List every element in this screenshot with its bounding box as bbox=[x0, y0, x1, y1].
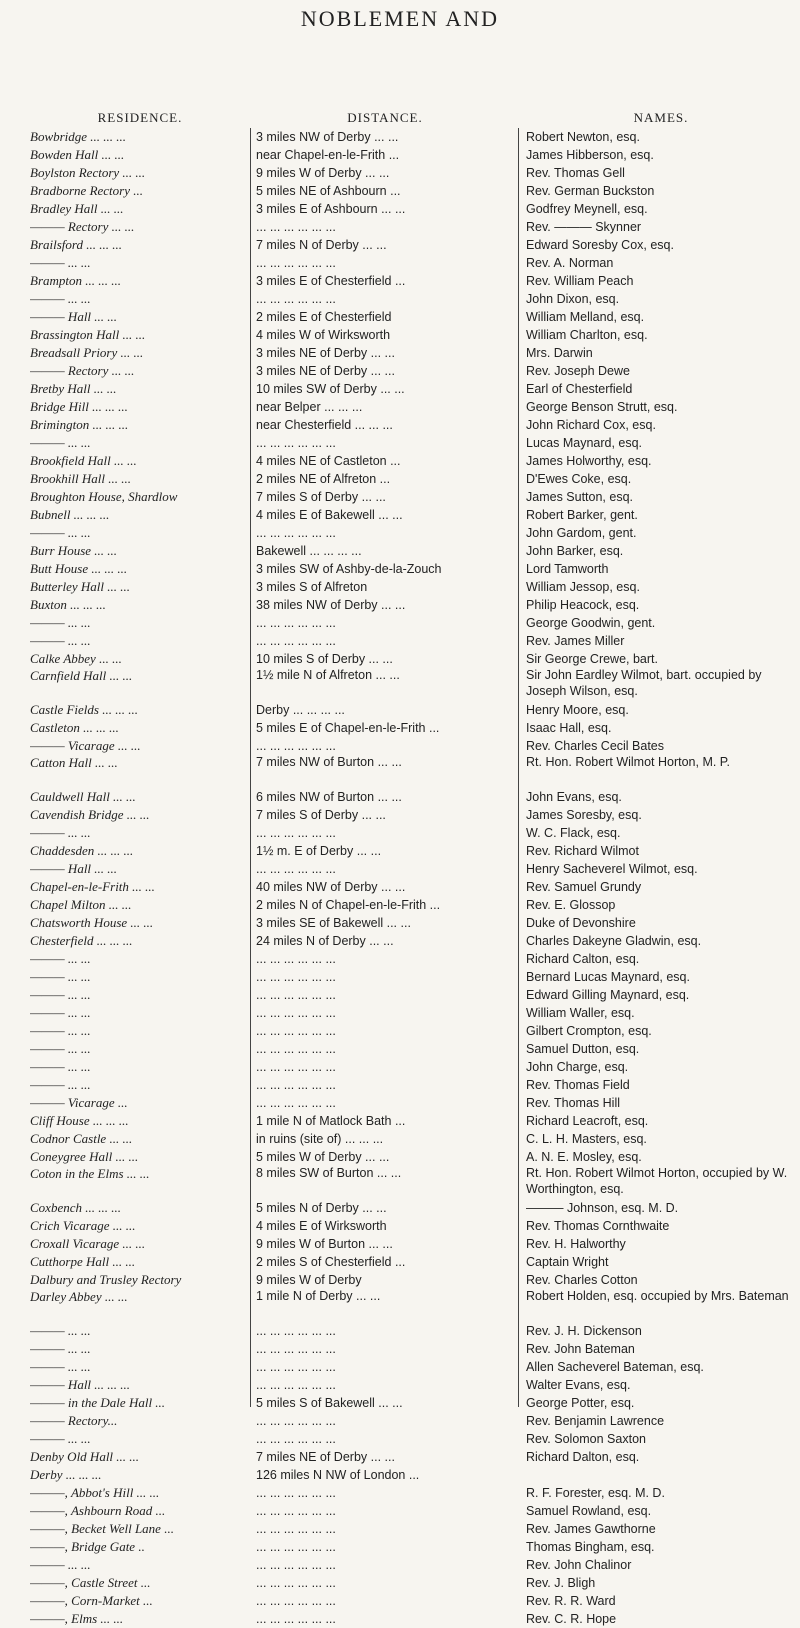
residence-cell: ——— ... ... bbox=[30, 435, 91, 450]
distance-cell: 6 miles NW of Burton ... ... bbox=[256, 790, 402, 804]
distance-cell: near Chesterfield ... ... ... bbox=[256, 418, 393, 432]
name-cell: Rt. Hon. Robert Wilmot Horton, M. P. bbox=[526, 755, 730, 769]
distance-cell: ... ... ... ... ... ... bbox=[256, 1486, 336, 1500]
residence-cell: Cauldwell Hall ... ... bbox=[30, 789, 136, 804]
distance-cell: ... ... ... ... ... ... bbox=[256, 1558, 336, 1572]
name-cell: William Jessop, esq. bbox=[526, 580, 640, 594]
residence-column bbox=[30, 108, 250, 1628]
residence-cell: ———, Abbot's Hill ... ... bbox=[30, 1485, 160, 1500]
name-cell: Duke of Devonshire bbox=[526, 916, 636, 930]
residence-cell: Brampton ... ... ... bbox=[30, 273, 121, 288]
distance-cell: 9 miles W of Derby bbox=[256, 1273, 362, 1287]
name-cell: Sir George Crewe, bart. bbox=[526, 652, 658, 666]
name-cell: Rev. James Miller bbox=[526, 634, 625, 648]
distance-cell: 9 miles W of Derby ... ... bbox=[256, 166, 390, 180]
distance-cell: in ruins (site of) ... ... ... bbox=[256, 1132, 384, 1146]
distance-cell: ... ... ... ... ... ... bbox=[256, 826, 336, 840]
distance-header: DISTANCE. bbox=[347, 110, 423, 125]
distance-cell: ... ... ... ... ... ... bbox=[256, 256, 336, 270]
residence-cell: ———, Ashbourn Road ... bbox=[30, 1503, 166, 1518]
residence-cell: ———, Elms ... ... bbox=[30, 1611, 124, 1626]
distance-column bbox=[256, 108, 514, 1628]
distance-cell: 5 miles E of Chapel-en-le-Frith ... bbox=[256, 721, 440, 735]
name-cell: Rev. Richard Wilmot bbox=[526, 844, 639, 858]
distance-cell: ... ... ... ... ... ... bbox=[256, 1504, 336, 1518]
distance-cell: 1½ mile N of Alfreton ... ... bbox=[256, 668, 400, 682]
residence-cell: ——— Vicarage ... bbox=[30, 1095, 128, 1110]
residence-cell: Bubnell ... ... ... bbox=[30, 507, 110, 522]
residence-cell: Chapel Milton ... ... bbox=[30, 897, 132, 912]
name-cell: William Charlton, esq. bbox=[526, 328, 648, 342]
distance-cell: ... ... ... ... ... ... bbox=[256, 1594, 336, 1608]
residence-cell: Bowden Hall ... ... bbox=[30, 147, 125, 162]
distance-cell: 7 miles S of Derby ... ... bbox=[256, 490, 386, 504]
distance-cell: 7 miles NE of Derby ... ... bbox=[256, 1450, 395, 1464]
name-cell: Allen Sacheverel Bateman, esq. bbox=[526, 1360, 704, 1374]
name-cell: Philip Heacock, esq. bbox=[526, 598, 640, 612]
names-column bbox=[526, 108, 796, 1628]
residence-cell: Cliff House ... ... ... bbox=[30, 1113, 129, 1128]
name-cell: Robert Holden, esq. occupied by Mrs. Bateman bbox=[526, 1289, 789, 1303]
column-divider bbox=[250, 128, 251, 1407]
distance-cell: ... ... ... ... ... ... bbox=[256, 1378, 336, 1392]
distance-cell: ... ... ... ... ... ... bbox=[256, 526, 336, 540]
name-cell: W. C. Flack, esq. bbox=[526, 826, 621, 840]
name-cell bbox=[526, 1466, 796, 1484]
distance-cell: 1 mile N of Derby ... ... bbox=[256, 1289, 381, 1303]
distance-cell: 4 miles W of Wirksworth bbox=[256, 328, 391, 342]
distance-cell: ... ... ... ... ... ... bbox=[256, 1612, 336, 1626]
name-cell: Rev. Charles Cotton bbox=[526, 1273, 638, 1287]
distance-cell: ... ... ... ... ... ... bbox=[256, 970, 336, 984]
distance-cell: ... ... ... ... ... ... bbox=[256, 1540, 336, 1554]
name-cell: Captain Wright bbox=[526, 1255, 609, 1269]
residence-cell: Butterley Hall ... ... bbox=[30, 579, 131, 594]
distance-cell: 3 miles SW of Ashby-de-la-Zouch bbox=[256, 562, 442, 576]
distance-cell: ... ... ... ... ... ... bbox=[256, 1342, 336, 1356]
distance-cell: ... ... ... ... ... ... bbox=[256, 1522, 336, 1536]
distance-cell: 1½ m. E of Derby ... ... bbox=[256, 844, 382, 858]
column-divider bbox=[518, 128, 519, 1407]
name-cell: Rev. J. H. Dickenson bbox=[526, 1324, 642, 1338]
name-cell: Rev. John Chalinor bbox=[526, 1558, 632, 1572]
residence-cell: ——— ... ... bbox=[30, 987, 91, 1002]
name-cell: Rev. Benjamin Lawrence bbox=[526, 1414, 665, 1428]
name-cell: Rev. Thomas Gell bbox=[526, 166, 625, 180]
distance-cell: 3 miles E of Ashbourn ... ... bbox=[256, 202, 406, 216]
name-cell: Rev. German Buckston bbox=[526, 184, 655, 198]
name-cell: Rev. J. Bligh bbox=[526, 1576, 596, 1590]
name-cell: D'Ewes Coke, esq. bbox=[526, 472, 632, 486]
distance-cell: ... ... ... ... ... ... bbox=[256, 292, 336, 306]
residence-cell: ——— Rectory ... ... bbox=[30, 363, 135, 378]
name-cell: Rev. Thomas Field bbox=[526, 1078, 630, 1092]
residence-cell: Crich Vicarage ... ... bbox=[30, 1218, 136, 1233]
distance-cell: 3 miles S of Alfreton bbox=[256, 580, 368, 594]
residence-cell: Breadsall Priory ... ... bbox=[30, 345, 144, 360]
name-cell: John Gardom, gent. bbox=[526, 526, 637, 540]
residence-cell: ——— ... ... bbox=[30, 969, 91, 984]
name-cell: James Holworthy, esq. bbox=[526, 454, 652, 468]
distance-cell: ... ... ... ... ... ... bbox=[256, 1078, 336, 1092]
distance-cell: 2 miles NE of Alfreton ... bbox=[256, 472, 391, 486]
distance-cell: 5 miles S of Bakewell ... ... bbox=[256, 1396, 403, 1410]
residence-cell: Castle Fields ... ... ... bbox=[30, 702, 138, 717]
distance-cell: ... ... ... ... ... ... bbox=[256, 1006, 336, 1020]
residence-cell: ——— ... ... bbox=[30, 825, 91, 840]
name-cell: John Charge, esq. bbox=[526, 1060, 629, 1074]
name-cell: Richard Leacroft, esq. bbox=[526, 1114, 649, 1128]
distance-cell: 5 miles N of Derby ... ... bbox=[256, 1201, 387, 1215]
name-cell: James Sutton, esq. bbox=[526, 490, 634, 504]
distance-cell: Bakewell ... ... ... ... bbox=[256, 544, 362, 558]
distance-cell: 10 miles S of Derby ... ... bbox=[256, 652, 393, 666]
distance-cell: ... ... ... ... ... ... bbox=[256, 1096, 336, 1110]
name-cell: James Soresby, esq. bbox=[526, 808, 642, 822]
residence-cell: ——— ... ... bbox=[30, 615, 91, 630]
residence-cell: Cutthorpe Hall ... ... bbox=[30, 1254, 136, 1269]
distance-cell: 2 miles N of Chapel-en-le-Frith ... bbox=[256, 898, 441, 912]
residence-cell: Chaddesden ... ... ... bbox=[30, 843, 134, 858]
distance-cell: ... ... ... ... ... ... bbox=[256, 952, 336, 966]
residence-cell: Bradborne Rectory ... bbox=[30, 183, 144, 198]
name-cell: Rt. Hon. Robert Wilmot Horton, occupied by W. Worthington, esq. bbox=[526, 1166, 788, 1196]
name-cell: Rev. R. R. Ward bbox=[526, 1594, 616, 1608]
name-cell: Henry Moore, esq. bbox=[526, 703, 629, 717]
residence-cell: Bowbridge ... ... ... bbox=[30, 129, 127, 144]
residence-cell: Bretby Hall ... ... bbox=[30, 381, 117, 396]
distance-cell: near Belper ... ... ... bbox=[256, 400, 363, 414]
residence-cell: Butt House ... ... ... bbox=[30, 561, 128, 576]
residence-cell: Catton Hall ... ... bbox=[30, 755, 118, 770]
residence-cell: Brailsford ... ... ... bbox=[30, 237, 122, 252]
name-cell: Henry Sacheverel Wilmot, esq. bbox=[526, 862, 698, 876]
name-cell: George Goodwin, gent. bbox=[526, 616, 656, 630]
name-cell: R. F. Forester, esq. M. D. bbox=[526, 1486, 665, 1500]
residence-cell: Codnor Castle ... ... bbox=[30, 1131, 133, 1146]
residence-cell: ———, Bridge Gate .. bbox=[30, 1539, 145, 1554]
residence-cell: Boylston Rectory ... ... bbox=[30, 165, 146, 180]
residence-cell: ——— ... ... bbox=[30, 1359, 91, 1374]
distance-cell: 3 miles NE of Derby ... ... bbox=[256, 364, 395, 378]
residence-cell: Darley Abbey ... ... bbox=[30, 1289, 128, 1304]
distance-cell: 126 miles N NW of London ... bbox=[256, 1468, 420, 1482]
residence-cell: ——— Rectory ... ... bbox=[30, 219, 135, 234]
name-cell: John Barker, esq. bbox=[526, 544, 624, 558]
residence-cell: ——— ... ... bbox=[30, 1341, 91, 1356]
residence-cell: ——— in the Dale Hall ... bbox=[30, 1395, 166, 1410]
name-cell: Robert Newton, esq. bbox=[526, 130, 640, 144]
distance-cell: ... ... ... ... ... ... bbox=[256, 1414, 336, 1428]
residence-cell: Broughton House, Shardlow bbox=[30, 489, 178, 504]
name-cell: William Melland, esq. bbox=[526, 310, 645, 324]
distance-cell: ... ... ... ... ... ... bbox=[256, 436, 336, 450]
residence-cell: Castleton ... ... ... bbox=[30, 720, 119, 735]
residence-cell: ——— ... ... bbox=[30, 1059, 91, 1074]
name-cell: Rev. William Peach bbox=[526, 274, 634, 288]
distance-cell: ... ... ... ... ... ... bbox=[256, 616, 336, 630]
name-cell: Thomas Bingham, esq. bbox=[526, 1540, 655, 1554]
residence-cell: ——— Vicarage ... ... bbox=[30, 738, 141, 753]
name-cell: Rev. James Gawthorne bbox=[526, 1522, 656, 1536]
residence-cell: Coneygree Hall ... ... bbox=[30, 1149, 139, 1164]
distance-cell: 4 miles E of Bakewell ... ... bbox=[256, 508, 403, 522]
distance-cell: ... ... ... ... ... ... bbox=[256, 1324, 336, 1338]
residence-cell: Derby ... ... ... bbox=[30, 1467, 102, 1482]
distance-cell: Derby ... ... ... ... bbox=[256, 703, 345, 717]
page-header: NOBLEMEN AND bbox=[300, 6, 500, 31]
name-cell: Rev. John Bateman bbox=[526, 1342, 635, 1356]
residence-cell: Brookhill Hall ... ... bbox=[30, 471, 131, 486]
name-cell: Mrs. Darwin bbox=[526, 346, 593, 360]
name-cell: Lord Tamworth bbox=[526, 562, 609, 576]
distance-cell: 5 miles NE of Ashbourn ... bbox=[256, 184, 401, 198]
distance-cell: 7 miles N of Derby ... ... bbox=[256, 238, 387, 252]
distance-cell: 4 miles NE of Castleton ... bbox=[256, 454, 401, 468]
name-cell: Rev. C. R. Hope bbox=[526, 1612, 617, 1626]
distance-cell: 38 miles NW of Derby ... ... bbox=[256, 598, 406, 612]
name-cell: Samuel Dutton, esq. bbox=[526, 1042, 640, 1056]
residence-cell: Croxall Vicarage ... ... bbox=[30, 1236, 146, 1251]
name-cell: Robert Barker, gent. bbox=[526, 508, 638, 522]
residence-cell: ——— ... ... bbox=[30, 1431, 91, 1446]
residence-header: RESIDENCE. bbox=[97, 110, 183, 125]
distance-cell: ... ... ... ... ... ... bbox=[256, 1042, 336, 1056]
residence-cell: ——— ... ... bbox=[30, 1557, 91, 1572]
residence-cell: Chesterfield ... ... ... bbox=[30, 933, 133, 948]
name-cell: C. L. H. Masters, esq. bbox=[526, 1132, 647, 1146]
name-cell: Walter Evans, esq. bbox=[526, 1378, 631, 1392]
residence-cell: Brassington Hall ... ... bbox=[30, 327, 146, 342]
distance-cell: 5 miles W of Derby ... ... bbox=[256, 1150, 390, 1164]
distance-cell: 8 miles SW of Burton ... ... bbox=[256, 1166, 402, 1180]
distance-cell: ... ... ... ... ... ... bbox=[256, 1024, 336, 1038]
name-cell: Rev. Solomon Saxton bbox=[526, 1432, 646, 1446]
residence-cell: ——— ... ... bbox=[30, 1077, 91, 1092]
distance-cell: 3 miles SE of Bakewell ... ... bbox=[256, 916, 411, 930]
residence-cell: Chatsworth House ... ... bbox=[30, 915, 154, 930]
distance-cell: 2 miles S of Chesterfield ... bbox=[256, 1255, 406, 1269]
residence-cell: Cavendish Bridge ... ... bbox=[30, 807, 150, 822]
residence-cell: Coton in the Elms ... ... bbox=[30, 1166, 150, 1181]
name-cell: Samuel Rowland, esq. bbox=[526, 1504, 652, 1518]
distance-cell: ... ... ... ... ... ... bbox=[256, 220, 336, 234]
name-cell: Edward Soresby Cox, esq. bbox=[526, 238, 674, 252]
name-cell: Rev. Thomas Cornthwaite bbox=[526, 1219, 670, 1233]
name-cell: John Richard Cox, esq. bbox=[526, 418, 656, 432]
distance-cell: 4 miles E of Wirksworth bbox=[256, 1219, 387, 1233]
distance-cell: ... ... ... ... ... ... bbox=[256, 1432, 336, 1446]
distance-cell: 2 miles E of Chesterfield bbox=[256, 310, 392, 324]
name-cell: Rev. Joseph Dewe bbox=[526, 364, 630, 378]
name-cell: Sir John Eardley Wilmot, bart. occupied by Joseph Wilson, esq. bbox=[526, 668, 762, 698]
name-cell: ——— Johnson, esq. M. D. bbox=[526, 1201, 679, 1215]
residence-cell: Denby Old Hall ... ... bbox=[30, 1449, 140, 1464]
name-cell: Rev. Samuel Grundy bbox=[526, 880, 642, 894]
name-cell: Bernard Lucas Maynard, esq. bbox=[526, 970, 690, 984]
name-cell: Richard Dalton, esq. bbox=[526, 1450, 640, 1464]
residence-cell: ——— ... ... bbox=[30, 291, 91, 306]
residence-cell: ——— ... ... bbox=[30, 1323, 91, 1338]
residence-cell: Brimington ... ... ... bbox=[30, 417, 129, 432]
distance-cell: ... ... ... ... ... ... bbox=[256, 1360, 336, 1374]
name-cell: Rev. E. Glossop bbox=[526, 898, 616, 912]
distance-cell: ... ... ... ... ... ... bbox=[256, 1576, 336, 1590]
name-cell: Godfrey Meynell, esq. bbox=[526, 202, 648, 216]
residence-cell: ———, Corn-Market ... bbox=[30, 1593, 153, 1608]
name-cell: Charles Dakeyne Gladwin, esq. bbox=[526, 934, 702, 948]
distance-cell: 24 miles N of Derby ... ... bbox=[256, 934, 394, 948]
distance-cell: 7 miles S of Derby ... ... bbox=[256, 808, 386, 822]
name-cell: George Benson Strutt, esq. bbox=[526, 400, 678, 414]
distance-cell: ... ... ... ... ... ... bbox=[256, 1060, 336, 1074]
residence-cell: ——— ... ... bbox=[30, 255, 91, 270]
name-cell: Rev. Charles Cecil Bates bbox=[526, 739, 665, 753]
distance-cell: ... ... ... ... ... ... bbox=[256, 988, 336, 1002]
name-cell: A. N. E. Mosley, esq. bbox=[526, 1150, 642, 1164]
residence-cell: ——— ... ... bbox=[30, 633, 91, 648]
residence-cell: ———, Becket Well Lane ... bbox=[30, 1521, 174, 1536]
residence-cell: Carnfield Hall ... ... bbox=[30, 668, 133, 683]
name-cell: Lucas Maynard, esq. bbox=[526, 436, 643, 450]
residence-cell: Calke Abbey ... ... bbox=[30, 651, 122, 666]
residence-cell: Burr House ... ... bbox=[30, 543, 118, 558]
name-cell: Earl of Chesterfield bbox=[526, 382, 633, 396]
distance-cell: 9 miles W of Burton ... ... bbox=[256, 1237, 393, 1251]
distance-cell: 3 miles NW of Derby ... ... bbox=[256, 130, 399, 144]
name-cell: Gilbert Crompton, esq. bbox=[526, 1024, 652, 1038]
residence-cell: ——— ... ... bbox=[30, 1023, 91, 1038]
residence-cell: Coxbench ... ... ... bbox=[30, 1200, 121, 1215]
residence-cell: ——— Hall ... ... ... bbox=[30, 1377, 131, 1392]
name-cell: Isaac Hall, esq. bbox=[526, 721, 612, 735]
name-cell: William Waller, esq. bbox=[526, 1006, 635, 1020]
residence-cell: ——— ... ... bbox=[30, 525, 91, 540]
distance-cell: 7 miles NW of Burton ... ... bbox=[256, 755, 402, 769]
name-cell: Rev. ——— Skynner bbox=[526, 220, 642, 234]
distance-cell: near Chapel-en-le-Frith ... bbox=[256, 148, 400, 162]
residence-cell: Bradley Hall ... ... bbox=[30, 201, 124, 216]
names-header: NAMES. bbox=[633, 110, 689, 125]
residence-cell: ——— ... ... bbox=[30, 1005, 91, 1020]
residence-cell: ——— Hall ... ... bbox=[30, 861, 118, 876]
distance-cell: 3 miles E of Chesterfield ... bbox=[256, 274, 406, 288]
name-cell: Rev. H. Halworthy bbox=[526, 1237, 626, 1251]
residence-cell: Chapel-en-le-Frith ... ... bbox=[30, 879, 155, 894]
name-cell: John Evans, esq. bbox=[526, 790, 622, 804]
name-cell: Rev. Thomas Hill bbox=[526, 1096, 621, 1110]
distance-cell: ... ... ... ... ... ... bbox=[256, 634, 336, 648]
distance-cell: 1 mile N of Matlock Bath ... bbox=[256, 1114, 406, 1128]
distance-cell: 10 miles SW of Derby ... ... bbox=[256, 382, 405, 396]
name-cell: Rev. A. Norman bbox=[526, 256, 614, 270]
residence-cell: ———, Castle Street ... bbox=[30, 1575, 151, 1590]
name-cell: James Hibberson, esq. bbox=[526, 148, 654, 162]
residence-cell: ——— Hall ... ... bbox=[30, 309, 118, 324]
distance-cell: 3 miles NE of Derby ... ... bbox=[256, 346, 395, 360]
residence-cell: ——— Rectory... bbox=[30, 1413, 118, 1428]
distance-cell: ... ... ... ... ... ... bbox=[256, 739, 336, 753]
name-cell: John Dixon, esq. bbox=[526, 292, 620, 306]
name-cell: Edward Gilling Maynard, esq. bbox=[526, 988, 690, 1002]
residence-cell: Brookfield Hall ... ... bbox=[30, 453, 137, 468]
residence-cell: ——— ... ... bbox=[30, 1041, 91, 1056]
residence-cell: ——— ... ... bbox=[30, 951, 91, 966]
distance-cell: 40 miles NW of Derby ... ... bbox=[256, 880, 406, 894]
name-cell: Richard Calton, esq. bbox=[526, 952, 640, 966]
name-cell: George Potter, esq. bbox=[526, 1396, 635, 1410]
residence-cell: Buxton ... ... ... bbox=[30, 597, 106, 612]
residence-cell: Dalbury and Trusley Rectory bbox=[30, 1272, 182, 1287]
distance-cell: ... ... ... ... ... ... bbox=[256, 862, 336, 876]
residence-cell: Bridge Hill ... ... ... bbox=[30, 399, 128, 414]
